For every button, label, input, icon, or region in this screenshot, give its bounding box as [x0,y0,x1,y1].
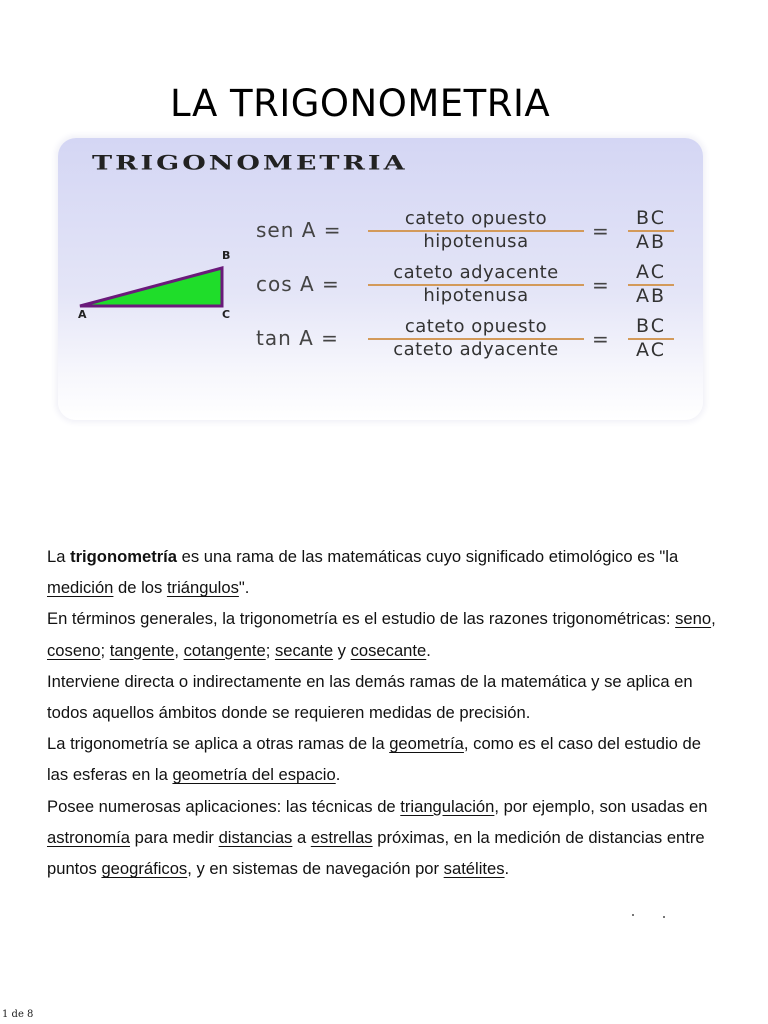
ratio-fraction [626,207,676,253]
ratio-fraction [626,315,676,361]
text-run: En términos generales, la trigonometría es el estudio de las razones trigonométricas: [47,609,676,629]
trigonometry-figure [58,138,703,420]
equals-sign: = [592,327,609,351]
link-distancias[interactable]: distancias [218,827,293,847]
formula-fraction [368,315,584,361]
link-satelites[interactable]: satélites [443,859,505,879]
link-astronomia[interactable]: astronomía [47,827,131,847]
right-triangle-diagram [78,246,231,316]
vertex-c-label: C [222,308,231,321]
figure-heading: TRIGONOMETRIA [92,152,408,175]
formula-name: sen A = [256,218,342,242]
text-run: . [335,765,341,785]
body-text [47,541,717,884]
formula-fraction [368,261,584,307]
text-run: a [292,827,311,847]
fraction-denominator: hipotenusa [423,285,529,306]
paragraph-aplicaciones [47,791,717,885]
text-run: es una rama de las matemáticas cuyo significado etimológico es "la [177,547,679,566]
link-triangulos[interactable]: triángulos [166,578,239,598]
fraction-denominator: cateto adyacente [393,339,559,360]
ratio-denominator: AB [635,285,667,307]
bold-term: trigonometría [70,547,178,566]
link-estrellas[interactable]: estrellas [310,827,373,847]
link-geometria-espacio[interactable]: geometría del espacio [172,765,336,785]
fraction-numerator: cateto opuesto [404,316,548,337]
text-run: Posee numerosas aplicaciones: las técnicas de [47,796,401,816]
scan-speck [632,914,634,916]
text-run: , [711,609,716,629]
paragraph-interviene: Interviene directa o indirectamente en las demás ramas de la matemática y se aplica en todos aquellos ámbitos donde se requieren medidas de precisión. [47,671,693,723]
text-run: , [174,640,184,660]
link-medicion[interactable]: medición [47,578,114,598]
text-run: , y en sistemas de navegación por [187,859,444,879]
equals-sign: = [592,219,609,243]
link-secante[interactable]: secante [274,640,334,660]
ratio-fraction [626,261,676,307]
scan-speck [663,916,665,918]
ratio-numerator: AC [636,261,666,283]
equals-sign: = [592,273,609,297]
ratio-numerator: BC [636,207,666,229]
vertex-b-label: B [222,249,231,262]
paragraph-definition [47,541,717,603]
link-coseno[interactable]: coseno [47,640,101,660]
text-run: . [426,640,431,660]
text-run: La [47,547,71,566]
text-run: próximas, en la medición de distancias entre puntos [47,827,705,879]
link-cosecante[interactable]: cosecante [350,640,427,660]
formula-fraction [368,207,584,253]
link-tangente[interactable]: tangente [109,640,175,660]
text-run: para medir [130,827,219,847]
text-run: ". [238,578,250,598]
text-run: . [504,859,510,879]
fraction-numerator: cateto adyacente [393,262,559,283]
text-run: , por ejemplo, son usadas en [494,796,708,816]
formula-name: cos A = [256,272,340,296]
text-run: , como es el caso del estudio de las esferas en la [47,734,701,785]
link-geograficos[interactable]: geográficos [101,859,188,879]
text-run: y [333,640,351,660]
text-run: La trigonometría se aplica a otras ramas de la [47,734,390,754]
link-cotangente[interactable]: cotangente [183,640,266,660]
page-title: LA TRIGONOMETRIA [170,82,551,125]
text-run: ; [265,640,275,660]
ratio-denominator: AB [635,231,667,253]
text-run: ; [100,640,110,660]
link-geometria[interactable]: geometría [389,734,464,754]
paragraph-razones [47,603,717,665]
fraction-numerator: cateto opuesto [404,208,548,229]
ratio-denominator: AC [636,339,666,361]
link-triangulacion[interactable]: triangulación [400,796,495,816]
link-seno[interactable]: seno [675,609,712,629]
fraction-denominator: hipotenusa [423,231,529,252]
formula-name: tan A = [256,326,339,350]
text-run: de los [113,578,167,598]
vertex-a-label: A [78,308,87,321]
page-indicator: 1 de 8 [2,1009,34,1020]
paragraph-geometria [47,728,717,790]
ratio-numerator: BC [636,315,666,337]
triangle-shape [80,268,222,306]
